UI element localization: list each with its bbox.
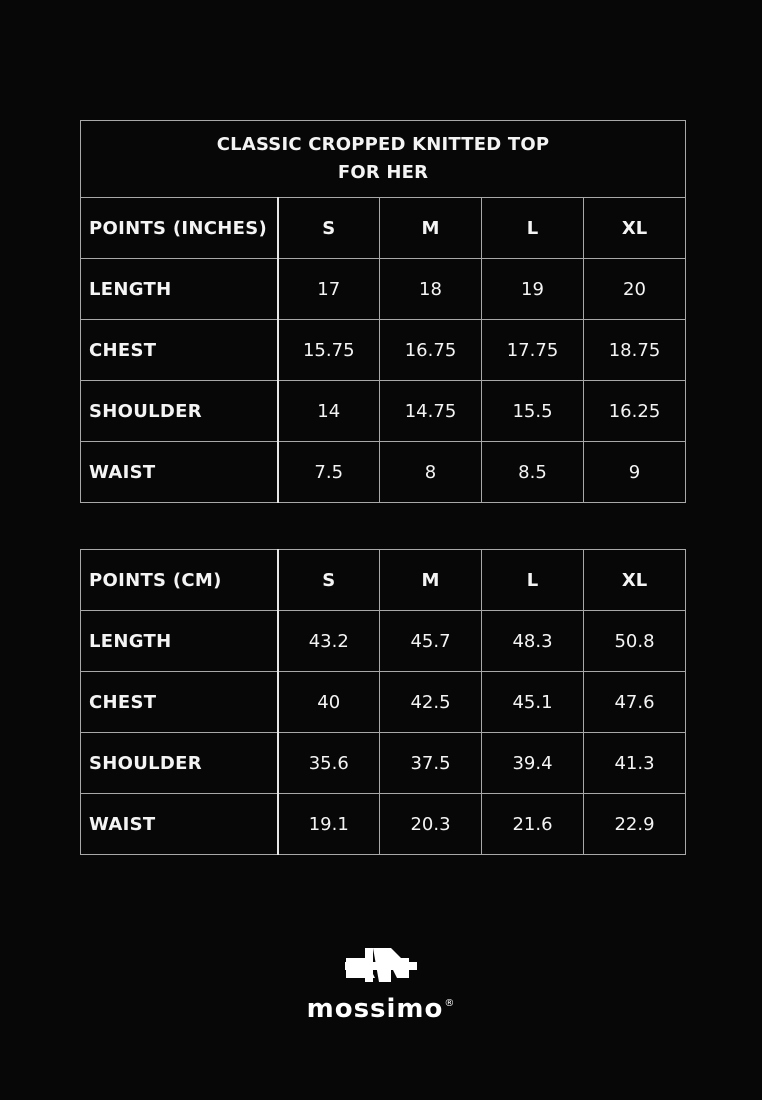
header-size-s: S <box>278 550 380 611</box>
table-cell: 17 <box>278 259 380 320</box>
table-cell: 15.5 <box>482 381 584 442</box>
row-label: SHOULDER <box>81 381 278 442</box>
table-cell: 19.1 <box>278 794 380 855</box>
brand-name: mossimo <box>306 994 444 1024</box>
table-cell: 15.75 <box>278 320 380 381</box>
table-row <box>81 794 686 855</box>
table-cell: 8.5 <box>482 442 584 503</box>
table-cell: 20.3 <box>380 794 482 855</box>
size-table-inches <box>80 120 686 503</box>
title-row <box>81 121 686 198</box>
table-row <box>81 672 686 733</box>
table-cell: 41.3 <box>584 733 686 794</box>
header-points-label: POINTS (INCHES) <box>81 198 278 259</box>
row-label: WAIST <box>81 794 278 855</box>
row-label: CHEST <box>81 320 278 381</box>
table-cell: 18.75 <box>584 320 686 381</box>
table-cell: 40 <box>278 672 380 733</box>
table-row <box>81 442 686 503</box>
header-size-s: S <box>278 198 380 259</box>
table-row <box>81 320 686 381</box>
table-row <box>81 259 686 320</box>
table-row <box>81 611 686 672</box>
table-cell: 8 <box>380 442 482 503</box>
table-cell: 14 <box>278 381 380 442</box>
header-size-xl: XL <box>584 198 686 259</box>
table-row <box>81 733 686 794</box>
header-points-label: POINTS (CM) <box>81 550 278 611</box>
product-title-line-1: CLASSIC CROPPED KNITTED TOP <box>216 134 550 155</box>
table-cell: 35.6 <box>278 733 380 794</box>
row-label: CHEST <box>81 672 278 733</box>
table-cell: 20 <box>584 259 686 320</box>
table-cell: 17.75 <box>482 320 584 381</box>
table-cell: 39.4 <box>482 733 584 794</box>
table-cell: 19 <box>482 259 584 320</box>
table-cell: 16.25 <box>584 381 686 442</box>
table-cell: 16.75 <box>380 320 482 381</box>
row-label: SHOULDER <box>81 733 278 794</box>
header-size-l: L <box>482 198 584 259</box>
brand-logo <box>0 948 762 1024</box>
table-cell: 45.7 <box>380 611 482 672</box>
header-row <box>81 198 686 259</box>
size-table-cm <box>80 549 686 855</box>
header-row <box>81 550 686 611</box>
table-cell: 37.5 <box>380 733 482 794</box>
registered-mark: ® <box>444 998 456 1009</box>
table-cell: 22.9 <box>584 794 686 855</box>
table-cell: 18 <box>380 259 482 320</box>
product-title-line-2: FOR HER <box>337 162 429 183</box>
table-cell: 9 <box>584 442 686 503</box>
table-cell: 42.5 <box>380 672 482 733</box>
table-cell: 14.75 <box>380 381 482 442</box>
header-size-m: M <box>380 550 482 611</box>
table-cell: 47.6 <box>584 672 686 733</box>
table-cell: 43.2 <box>278 611 380 672</box>
row-label: LENGTH <box>81 259 278 320</box>
header-size-xl: XL <box>584 550 686 611</box>
header-size-l: L <box>482 550 584 611</box>
brand-mark-icon <box>345 948 417 988</box>
product-title <box>81 121 686 198</box>
brand-wordmark <box>0 994 762 1024</box>
table-row <box>81 381 686 442</box>
table-cell: 45.1 <box>482 672 584 733</box>
table-cell: 48.3 <box>482 611 584 672</box>
table-cell: 21.6 <box>482 794 584 855</box>
table-cell: 7.5 <box>278 442 380 503</box>
row-label: WAIST <box>81 442 278 503</box>
table-cell: 50.8 <box>584 611 686 672</box>
row-label: LENGTH <box>81 611 278 672</box>
header-size-m: M <box>380 198 482 259</box>
